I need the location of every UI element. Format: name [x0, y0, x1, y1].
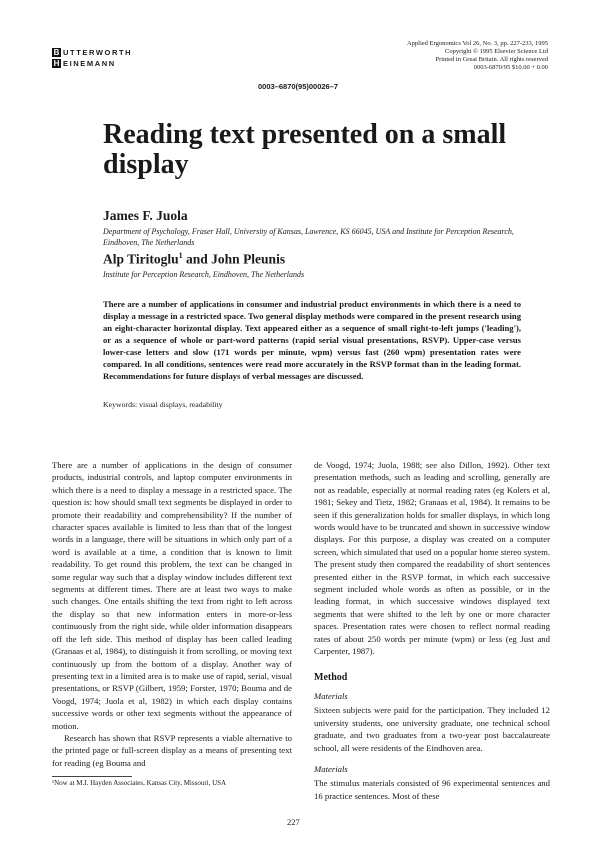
- author-2-footnote-mark: 1: [178, 251, 183, 260]
- logo-box-b: B: [53, 48, 60, 57]
- footnote: ¹Now at M.I. Hayden Associates, Kansas City, Missouri, USA: [52, 779, 227, 787]
- subsection-heading: Materials: [314, 763, 348, 774]
- page-number: 227: [287, 817, 300, 827]
- body-paragraph: There are a number of applications in the design of consumer products, industrial controls, and laptop computer environments in which there is a need to display a message in a restricted space. The question is: how should small text segments be displayed in order to promote their readability and comprehensibility? If the number of character spaces available is limited to less than that of the longest words in a language, there will be situations in which only part of a word is available at a time, a condition that is known to limit readability. To get round this problem, the text can be changed in some regular way such that a display window includes different text segments at different times. There are at least two ways to make such changes. One entails shifting the text from right to left across the display so that new information enters in more-or-less continuously from the right side, while older information disappears off the left side. This method of display has been called leading (Granaas et al, 1984), to distinguish it from scrolling, or moving text continuously up from the bottom of a display. Another way of presenting text in a limited area is to make use of rapid, serial, visual presentations, or RSVP (Gilbert, 1959; Forster, 1970; Bouma and de Voogd, 1974; Juola et al, 1982) in which each display contains successive words or other text segments without the appearance of motion.: [52, 460, 292, 731]
- keywords: Keywords: visual displays, readability: [103, 400, 223, 409]
- body-column-right: [314, 459, 550, 802]
- logo-line2: EINEMANN: [63, 59, 116, 68]
- body-column-left: [52, 459, 292, 769]
- affiliation-2: Institute for Perception Research, Eindhoven, The Netherlands: [103, 270, 305, 279]
- author-1: James F. Juola: [103, 208, 188, 223]
- body-paragraph: de Voogd, 1974; Juola, 1988; see also Dillon, 1992). Other text presentation methods, such as leading and scrolling, generally are not as readable, especially at normal reading rates (eg Kolers et al, 1981; Sekey and Tietz, 1982; Granaas et al, 1984). It remains to be seen if this generalization holds for smaller displays, in which long words would have to be truncated and shown in successive window displays. For this purpose, a display was created on a computer screen, which simulated that used on a popular home stereo system. The present study then compared the readability of short sentences presented either in the RSVP format, in which each successive segment included whole words as often as possible, or in the leading format, in which successive windows displayed text segments that were shifted to the left by one or more character spaces. Presentation rates were chosen to reflect normal reading rates of about 250 words per minute (wpm) or less (eg Just and Carpenter, 1987).: [314, 460, 550, 657]
- issn-line: 0003-6870/95 $10.00 + 0.00: [473, 64, 548, 71]
- section-heading-method: Method: [314, 671, 348, 683]
- affiliation-1: Department of Psychology, Fraser Hall, University of Kansas, Lawrence, KS 66045, USA and Institute for Perception Research, Eindhoven, The Netherlands: [103, 227, 514, 247]
- body-paragraph: Sixteen subjects were paid for the participation. They included 12 university students, one university graduate, one technical school graduate, and two graduates from a two-year post baccalaureate school, all were residents of the Eindhoven area.: [314, 705, 550, 753]
- doi-code: 0003–6870(95)00026–7: [258, 82, 339, 91]
- abstract: There are a number of applications in consumer and industrial product environments in which there is a need to display a message in a restricted space. Two general display methods were compared in the present research using an eight-character horizontal display. Text appeared either as a sequence of small right-to-left jumps ('leading'), or as a sequence of whole or part-word patterns (rapid serial visual presentations, RSVP). Upper-case versus lower-case letters and slow (171 words per minute, wpm) versus fast (260 wpm) presentation rates were compared. In all conditions, sentences were read more accurately in the RSVP format than in the leading format. Recommendations for future displays of verbal messages are discussed.: [103, 299, 521, 381]
- author-2-name: Alp Tiritoglu: [103, 251, 179, 267]
- body-paragraph: Research has shown that RSVP represents a viable alternative to the printed page or full-screen display as a means of presenting text for reading (eg Bouma and: [52, 732, 292, 768]
- logo-box-h: H: [53, 59, 60, 68]
- subsection-heading: Materials: [314, 690, 348, 701]
- footnote-divider: [52, 776, 132, 777]
- logo-line1: UTTERWORTH: [63, 48, 133, 57]
- publisher-logo: [52, 47, 134, 69]
- printed-line: Printed in Great Britain. All rights reserved: [435, 56, 548, 63]
- author-2: [103, 251, 285, 268]
- paper-title: Reading text presented on a small display: [103, 119, 507, 180]
- author-3-name: and John Pleunis: [182, 251, 286, 267]
- journal-citation: Applied Ergonomics Vol 26, No. 3, pp. 227-233, 1995: [406, 40, 548, 47]
- body-paragraph: The stimulus materials consisted of 96 experimental sentences and 16 practice sentences. Most of these: [314, 778, 550, 801]
- copyright-line: Copyright © 1995 Elsevier Science Ltd: [445, 48, 548, 55]
- journal-info: [368, 40, 548, 72]
